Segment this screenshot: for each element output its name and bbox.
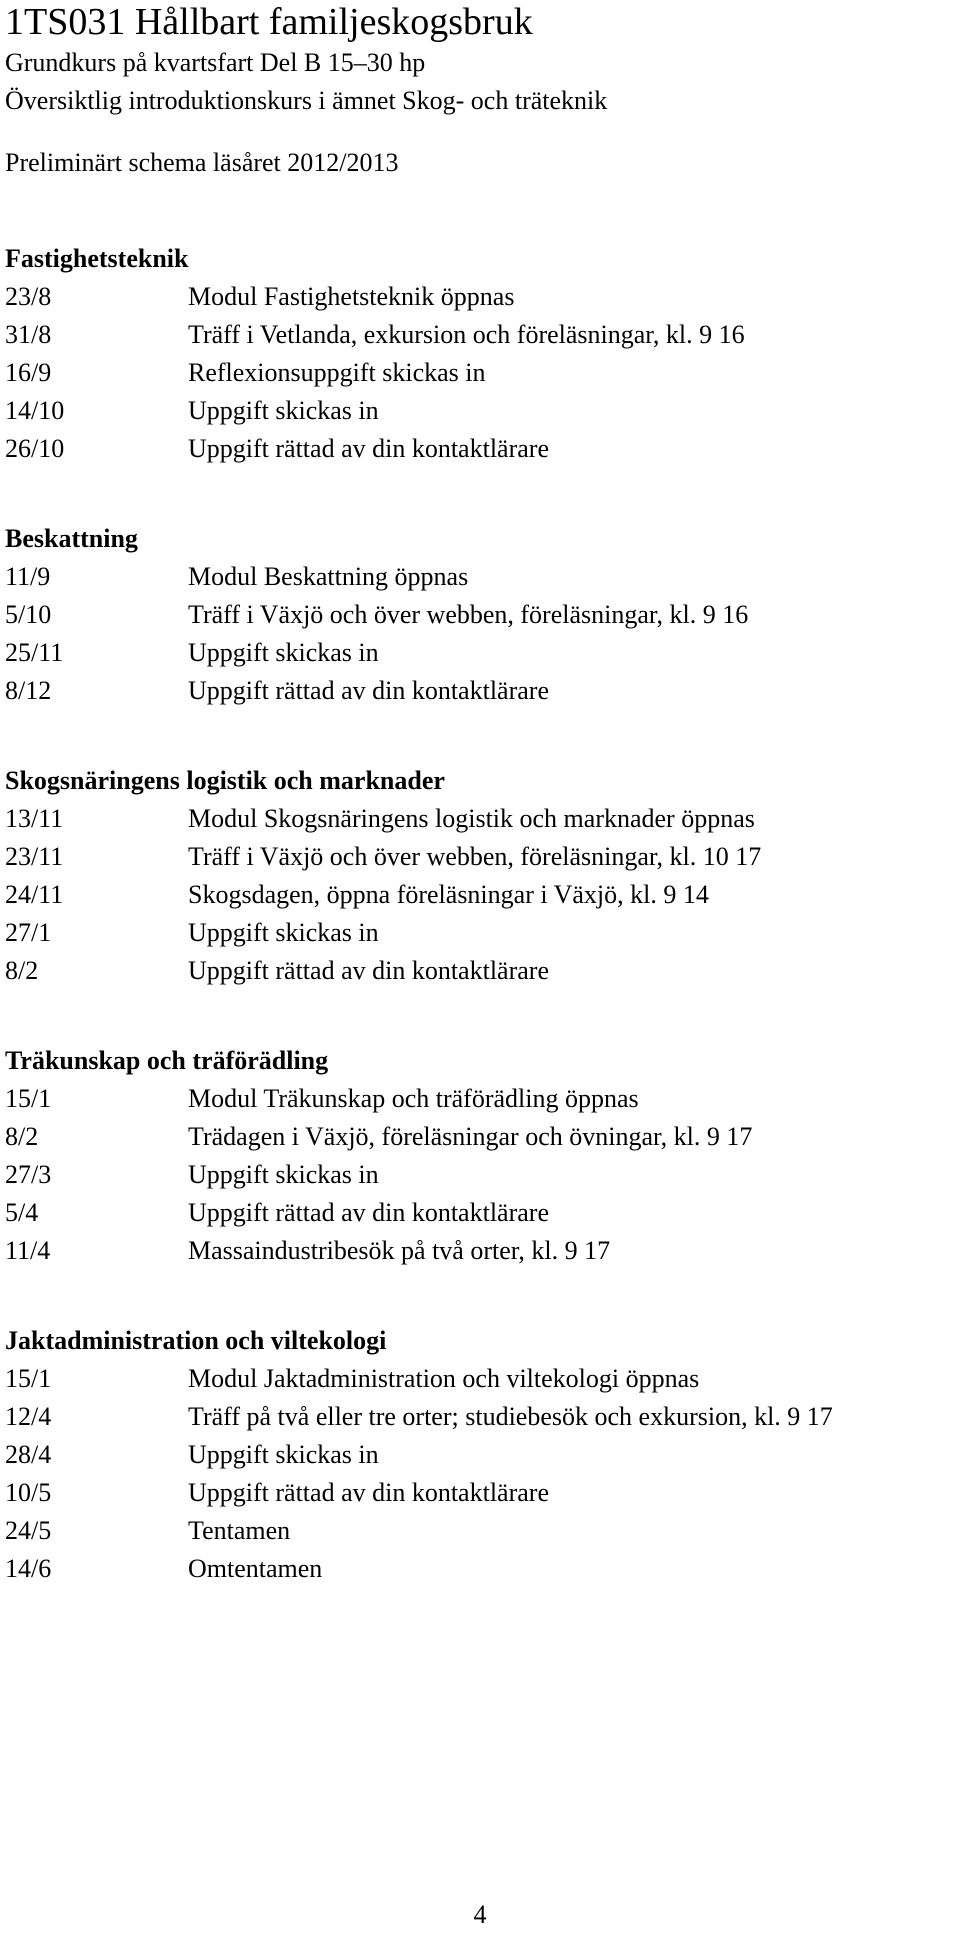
row-date: 26/10	[5, 434, 65, 463]
row-date: 23/8	[5, 282, 52, 311]
row-description: Träff på två eller tre orter; studiebesök och exkursion, kl. 9 17	[188, 1402, 833, 1431]
row-date: 8/2	[5, 1122, 39, 1151]
row-date: 27/1	[5, 918, 52, 947]
row-description: Träff i Vetlanda, exkursion och föreläsningar, kl. 9 16	[188, 320, 745, 349]
row-description: Tentamen	[188, 1516, 291, 1545]
schedule-row	[5, 876, 955, 914]
row-description: Modul Träkunskap och träförädling öppnas	[188, 1084, 639, 1113]
document-page	[5, 0, 955, 1588]
schedule-row	[5, 1512, 955, 1550]
schedule-row	[5, 354, 955, 392]
row-date: 8/2	[5, 956, 39, 985]
course-description: Översiktlig introduktionskurs i ämnet Skog- och träteknik	[5, 86, 608, 115]
schedule-row	[5, 1474, 955, 1512]
row-date: 15/1	[5, 1364, 52, 1393]
section-title: Skogsnäringens logistik och marknader	[5, 766, 445, 795]
row-description: Uppgift rättad av din kontaktlärare	[188, 1478, 549, 1507]
schedule-row	[5, 1232, 955, 1270]
schedule-sections	[5, 240, 955, 1588]
row-date: 24/5	[5, 1516, 52, 1545]
row-description: Uppgift skickas in	[188, 638, 379, 667]
row-description: Träff i Växjö och över webben, föreläsningar, kl. 10 17	[188, 842, 762, 871]
row-description: Träff i Växjö och över webben, föreläsningar, kl. 9 16	[188, 600, 749, 629]
schedule-section	[5, 240, 955, 468]
row-date: 11/4	[5, 1236, 51, 1265]
schedule-row	[5, 1080, 955, 1118]
schedule-row	[5, 430, 955, 468]
row-description: Modul Fastighetsteknik öppnas	[188, 282, 515, 311]
section-title: Beskattning	[5, 524, 138, 553]
schedule-row	[5, 914, 955, 952]
row-date: 8/12	[5, 676, 52, 705]
schedule-row	[5, 838, 955, 876]
row-date: 31/8	[5, 320, 52, 349]
row-description: Skogsdagen, öppna föreläsningar i Växjö, kl. 9 14	[188, 880, 709, 909]
row-description: Uppgift rättad av din kontaktlärare	[188, 434, 549, 463]
page-number-text: 4	[473, 1900, 487, 1929]
row-date: 13/11	[5, 804, 64, 833]
schedule-row	[5, 1398, 955, 1436]
schedule-section	[5, 520, 955, 710]
schedule-row	[5, 672, 955, 710]
row-date: 11/9	[5, 562, 51, 591]
row-date: 10/5	[5, 1478, 52, 1507]
section-title: Jaktadministration och viltekologi	[5, 1326, 387, 1355]
schedule-row	[5, 800, 955, 838]
row-date: 16/9	[5, 358, 52, 387]
schedule-row	[5, 1156, 955, 1194]
row-description: Modul Jaktadministration och viltekologi öppnas	[188, 1364, 700, 1393]
row-date: 27/3	[5, 1160, 52, 1189]
row-description: Trädagen i Växjö, föreläsningar och övningar, kl. 9 17	[188, 1122, 753, 1151]
row-description: Omtentamen	[188, 1554, 323, 1583]
schedule-row	[5, 558, 955, 596]
schedule-row	[5, 952, 955, 990]
row-description: Uppgift skickas in	[188, 1440, 379, 1469]
row-date: 14/10	[5, 396, 65, 425]
schedule-section	[5, 1322, 955, 1588]
row-description: Massaindustribesök på två orter, kl. 9 17	[188, 1236, 611, 1265]
schedule-row	[5, 1194, 955, 1232]
schedule-row	[5, 316, 955, 354]
page-number	[0, 1900, 960, 1930]
schedule-section	[5, 762, 955, 990]
row-date: 23/11	[5, 842, 64, 871]
row-date: 15/1	[5, 1084, 52, 1113]
row-description: Uppgift rättad av din kontaktlärare	[188, 1198, 549, 1227]
row-date: 25/11	[5, 638, 64, 667]
schedule-section	[5, 1042, 955, 1270]
schedule-row	[5, 392, 955, 430]
course-title: 1TS031 Hållbart familjeskogsbruk	[5, 1, 533, 43]
row-date: 5/10	[5, 600, 52, 629]
schedule-label: Preliminärt schema läsåret 2012/2013	[5, 148, 399, 177]
row-date: 24/11	[5, 880, 64, 909]
row-description: Modul Beskattning öppnas	[188, 562, 469, 591]
row-description: Uppgift skickas in	[188, 1160, 379, 1189]
schedule-row	[5, 1550, 955, 1588]
row-date: 28/4	[5, 1440, 52, 1469]
section-title: Fastighetsteknik	[5, 244, 189, 273]
schedule-row	[5, 1436, 955, 1474]
row-description: Reflexionsuppgift skickas in	[188, 358, 486, 387]
row-description: Modul Skogsnäringens logistik och marknader öppnas	[188, 804, 755, 833]
schedule-row	[5, 1360, 955, 1398]
schedule-row	[5, 1118, 955, 1156]
schedule-row	[5, 278, 955, 316]
schedule-row	[5, 596, 955, 634]
schedule-row	[5, 634, 955, 672]
section-title: Träkunskap och träförädling	[5, 1046, 329, 1075]
row-date: 14/6	[5, 1554, 52, 1583]
row-description: Uppgift skickas in	[188, 918, 379, 947]
row-description: Uppgift skickas in	[188, 396, 379, 425]
row-date: 5/4	[5, 1198, 39, 1227]
row-date: 12/4	[5, 1402, 52, 1431]
course-level: Grundkurs på kvartsfart Del B 15–30 hp	[5, 48, 426, 77]
row-description: Uppgift rättad av din kontaktlärare	[188, 956, 549, 985]
row-description: Uppgift rättad av din kontaktlärare	[188, 676, 549, 705]
